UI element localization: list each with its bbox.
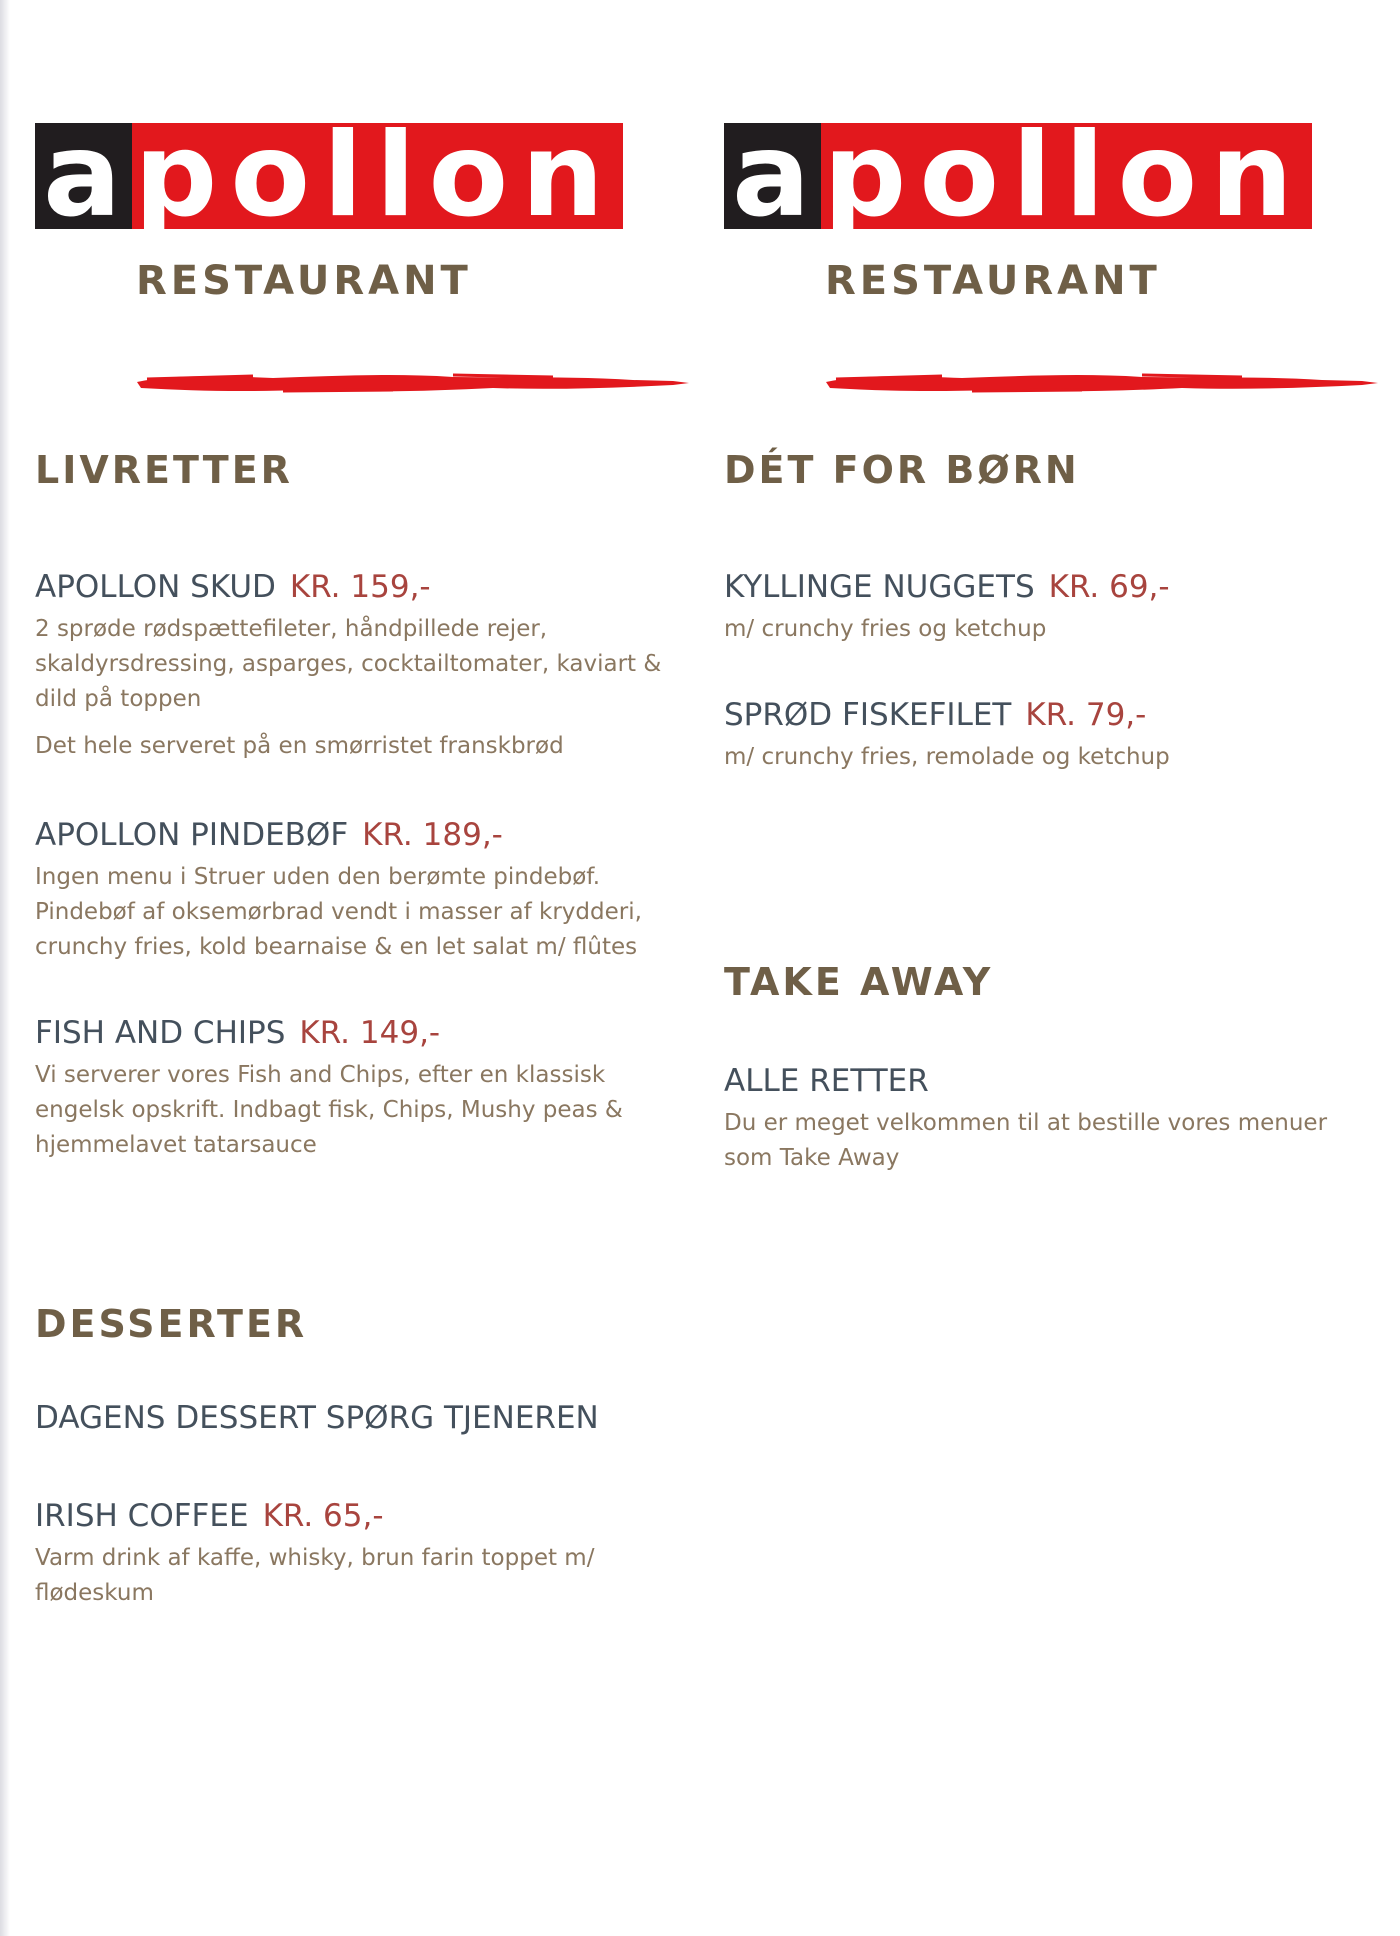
dish-description: Varm drink af kaffe, whisky, brun farin toppet m/ flødeskum [35,1545,595,1606]
section-title-take-away: TAKE AWAY [724,960,994,1004]
section-title-desserter: DESSERTER [35,1302,308,1346]
section-title-livretter: LIVRETTER [35,448,293,492]
logo-text: apollon [732,108,1306,243]
dish-name: APOLLON SKUD [35,569,276,605]
red-brush-stroke [822,364,1382,400]
apollon-logo [724,108,1312,243]
dish-note: Det hele serveret på en smørristet franskbrød [35,733,564,759]
restaurant-subtitle: RESTAURANT [825,258,1161,304]
apollon-logo [35,108,623,243]
page-left-edge [0,0,10,1936]
dish-sprod-fiskefilet [724,696,1364,775]
dish-price: KR. 149,- [299,1015,441,1051]
dish-price: KR. 69,- [1048,569,1170,605]
dish-irish-coffee [35,1497,675,1611]
dish-name: APOLLON PINDEBØF [35,817,349,853]
dish-description: m/ crunchy fries, remolade og ketchup [724,744,1170,770]
restaurant-subtitle: RESTAURANT [136,258,472,304]
dish-kyllinge-nuggets [724,568,1364,647]
dish-apollon-skud [35,568,675,764]
dish-price: KR. 65,- [262,1498,384,1534]
dish-name: FISH AND CHIPS [35,1015,286,1051]
dish-name: ALLE RETTER [724,1063,929,1099]
dish-name: SPRØD FISKEFILET [724,697,1012,733]
dish-alle-retter [724,1062,1364,1176]
section-title-born: DÉT FOR BØRN [724,448,1080,492]
dish-description: Ingen menu i Struer uden den berømte pindebøf. Pindebøf af oksemørbrad vendt i masser af krydderi, crunchy fries, kold bearnaise & en let salat m/ flûtes [35,864,642,960]
dish-name: KYLLINGE NUGGETS [724,569,1035,605]
dish-apollon-pindebof [35,816,675,965]
dish-price: KR. 189,- [362,817,503,853]
dish-price: KR. 159,- [289,569,431,605]
dish-name: DAGENS DESSERT SPØRG TJENEREN [35,1400,599,1436]
dish-description: Du er meget velkommen til at bestille vores menuer som Take Away [724,1110,1328,1171]
dish-price: KR. 79,- [1025,697,1147,733]
logo-text: apollon [43,108,617,243]
dish-description: Vi serverer vores Fish and Chips, efter en klassisk engelsk opskrift. Indbagt fisk, Chips, Mushy peas & hjemmelavet tatarsauce [35,1062,623,1158]
dish-name: IRISH COFFEE [35,1498,249,1534]
dish-description: m/ crunchy fries og ketchup [724,616,1047,642]
red-brush-stroke [133,364,693,400]
dish-description: 2 sprøde rødspættefileter, håndpillede rejer, skaldyrsdressing, asparges, cocktailtomater, kaviart & dild på toppen [35,616,662,712]
dish-dagens-dessert [35,1399,675,1437]
dish-fish-and-chips [35,1014,675,1163]
